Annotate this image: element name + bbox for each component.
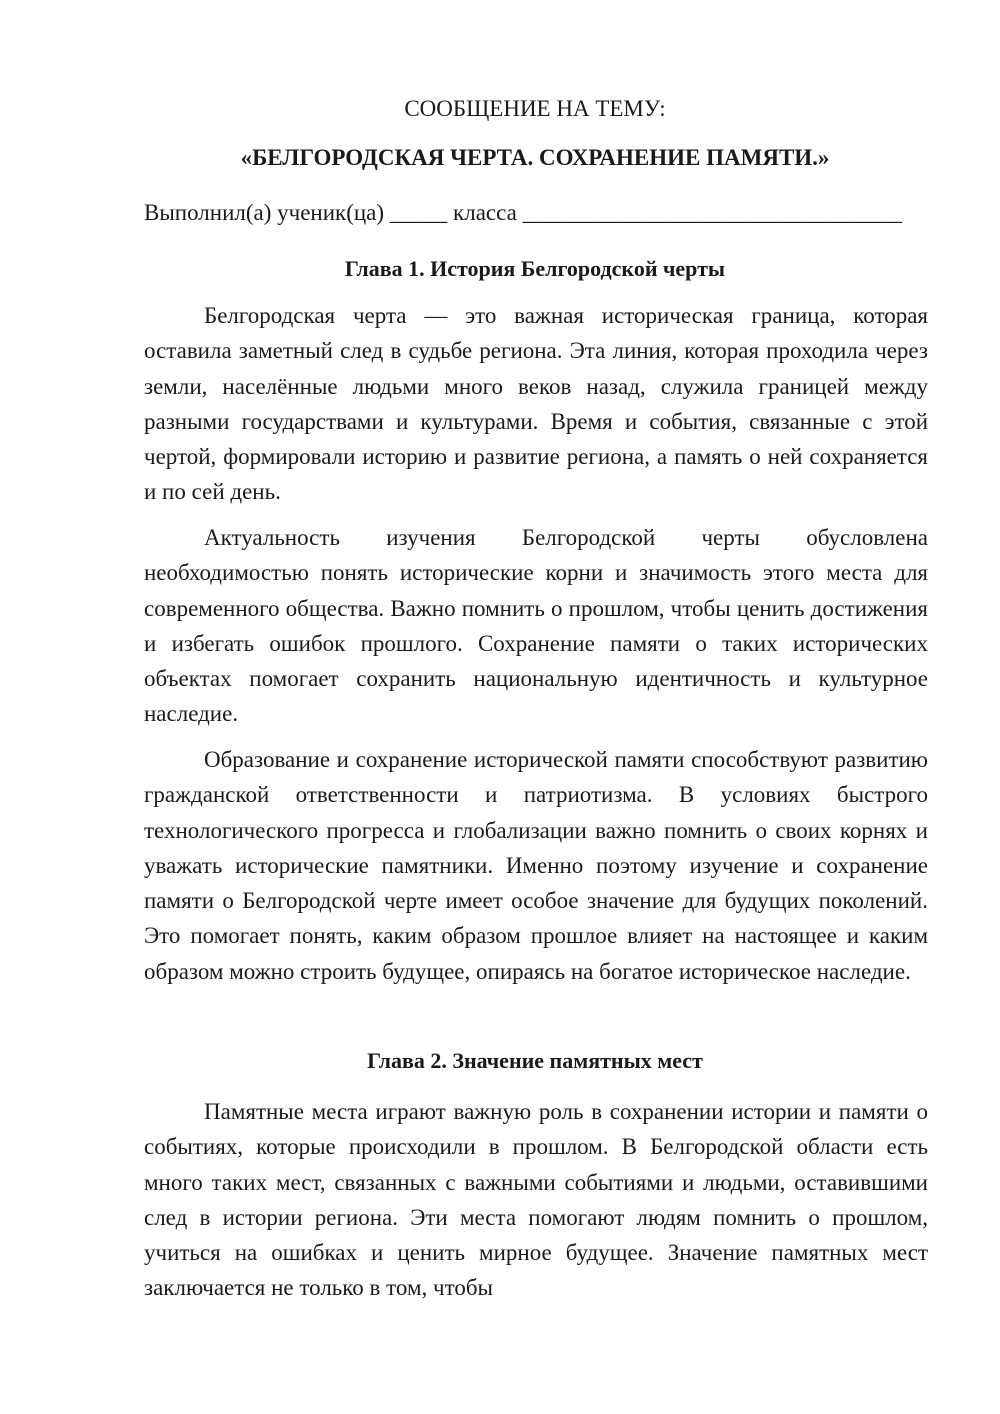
chapter-2-paragraph-1: Памятные места играют важную роль в сохранении истории и памяти о событиях, которые происходили в прошлом. В Белгородской области есть много таких мест, связанных с важными событиями и людьми, оставившими след в истории региона. Эти места помогают людям помнить о прошлом, учиться на ошибках и ценить мирное будущее. Значение памятных мест заключается не только в том, чтобы bbox=[144, 1099, 928, 1301]
chapter-1-paragraph-1: Белгородская черта — это важная историческая граница, которая оставила заметный след в судьбе региона. Эта линия, которая проходила через земли, населённые людьми много веков назад, служила границей между разными государствами и культурами. Время и события, связанные с этой чертой, формировали историю и развитие региона, а память о ней сохраняется и по сей день. bbox=[144, 303, 928, 505]
chapter-1-paragraph-3: Образование и сохранение исторической памяти способствуют развитию гражданской ответственности и патриотизма. В условиях быстрого технологического прогресса и глобализации важно помнить о своих корнях и уважать исторические памятники. Именно поэтому изучение и сохранение памяти о Белгородской черте имеет особое значение для будущих поколений. Это помогает понять, каким образом прошлое влияет на настоящее и каким образом можно строить будущее, опираясь на богатое историческое наследие. bbox=[144, 747, 928, 984]
chapter-2-heading: Глава 2. Значение памятных мест bbox=[367, 1048, 703, 1073]
chapter-1-paragraph-2: Актуальность изучения Белгородской черты обусловлена необходимостью понять исторические корни и значимость этого места для современного общества. Важно помнить о прошлом, чтобы ценить достижения и избегать ошибок прошлого. Сохранение памяти о таких исторических объектах помогает сохранить национальную идентичность и культурное наследие. bbox=[144, 525, 928, 727]
chapter-1-heading: Глава 1. История Белгородской черты bbox=[344, 256, 726, 281]
document-title-line-1: СООБЩЕНИЕ НА ТЕМУ: bbox=[404, 96, 666, 121]
document-title-line-2: «БЕЛГОРОДСКАЯ ЧЕРТА. СОХРАНЕНИЕ ПАМЯТИ.» bbox=[240, 145, 830, 170]
author-line: Выполнил(а) ученик(ца) _____ класса _________________________________ bbox=[144, 200, 903, 225]
